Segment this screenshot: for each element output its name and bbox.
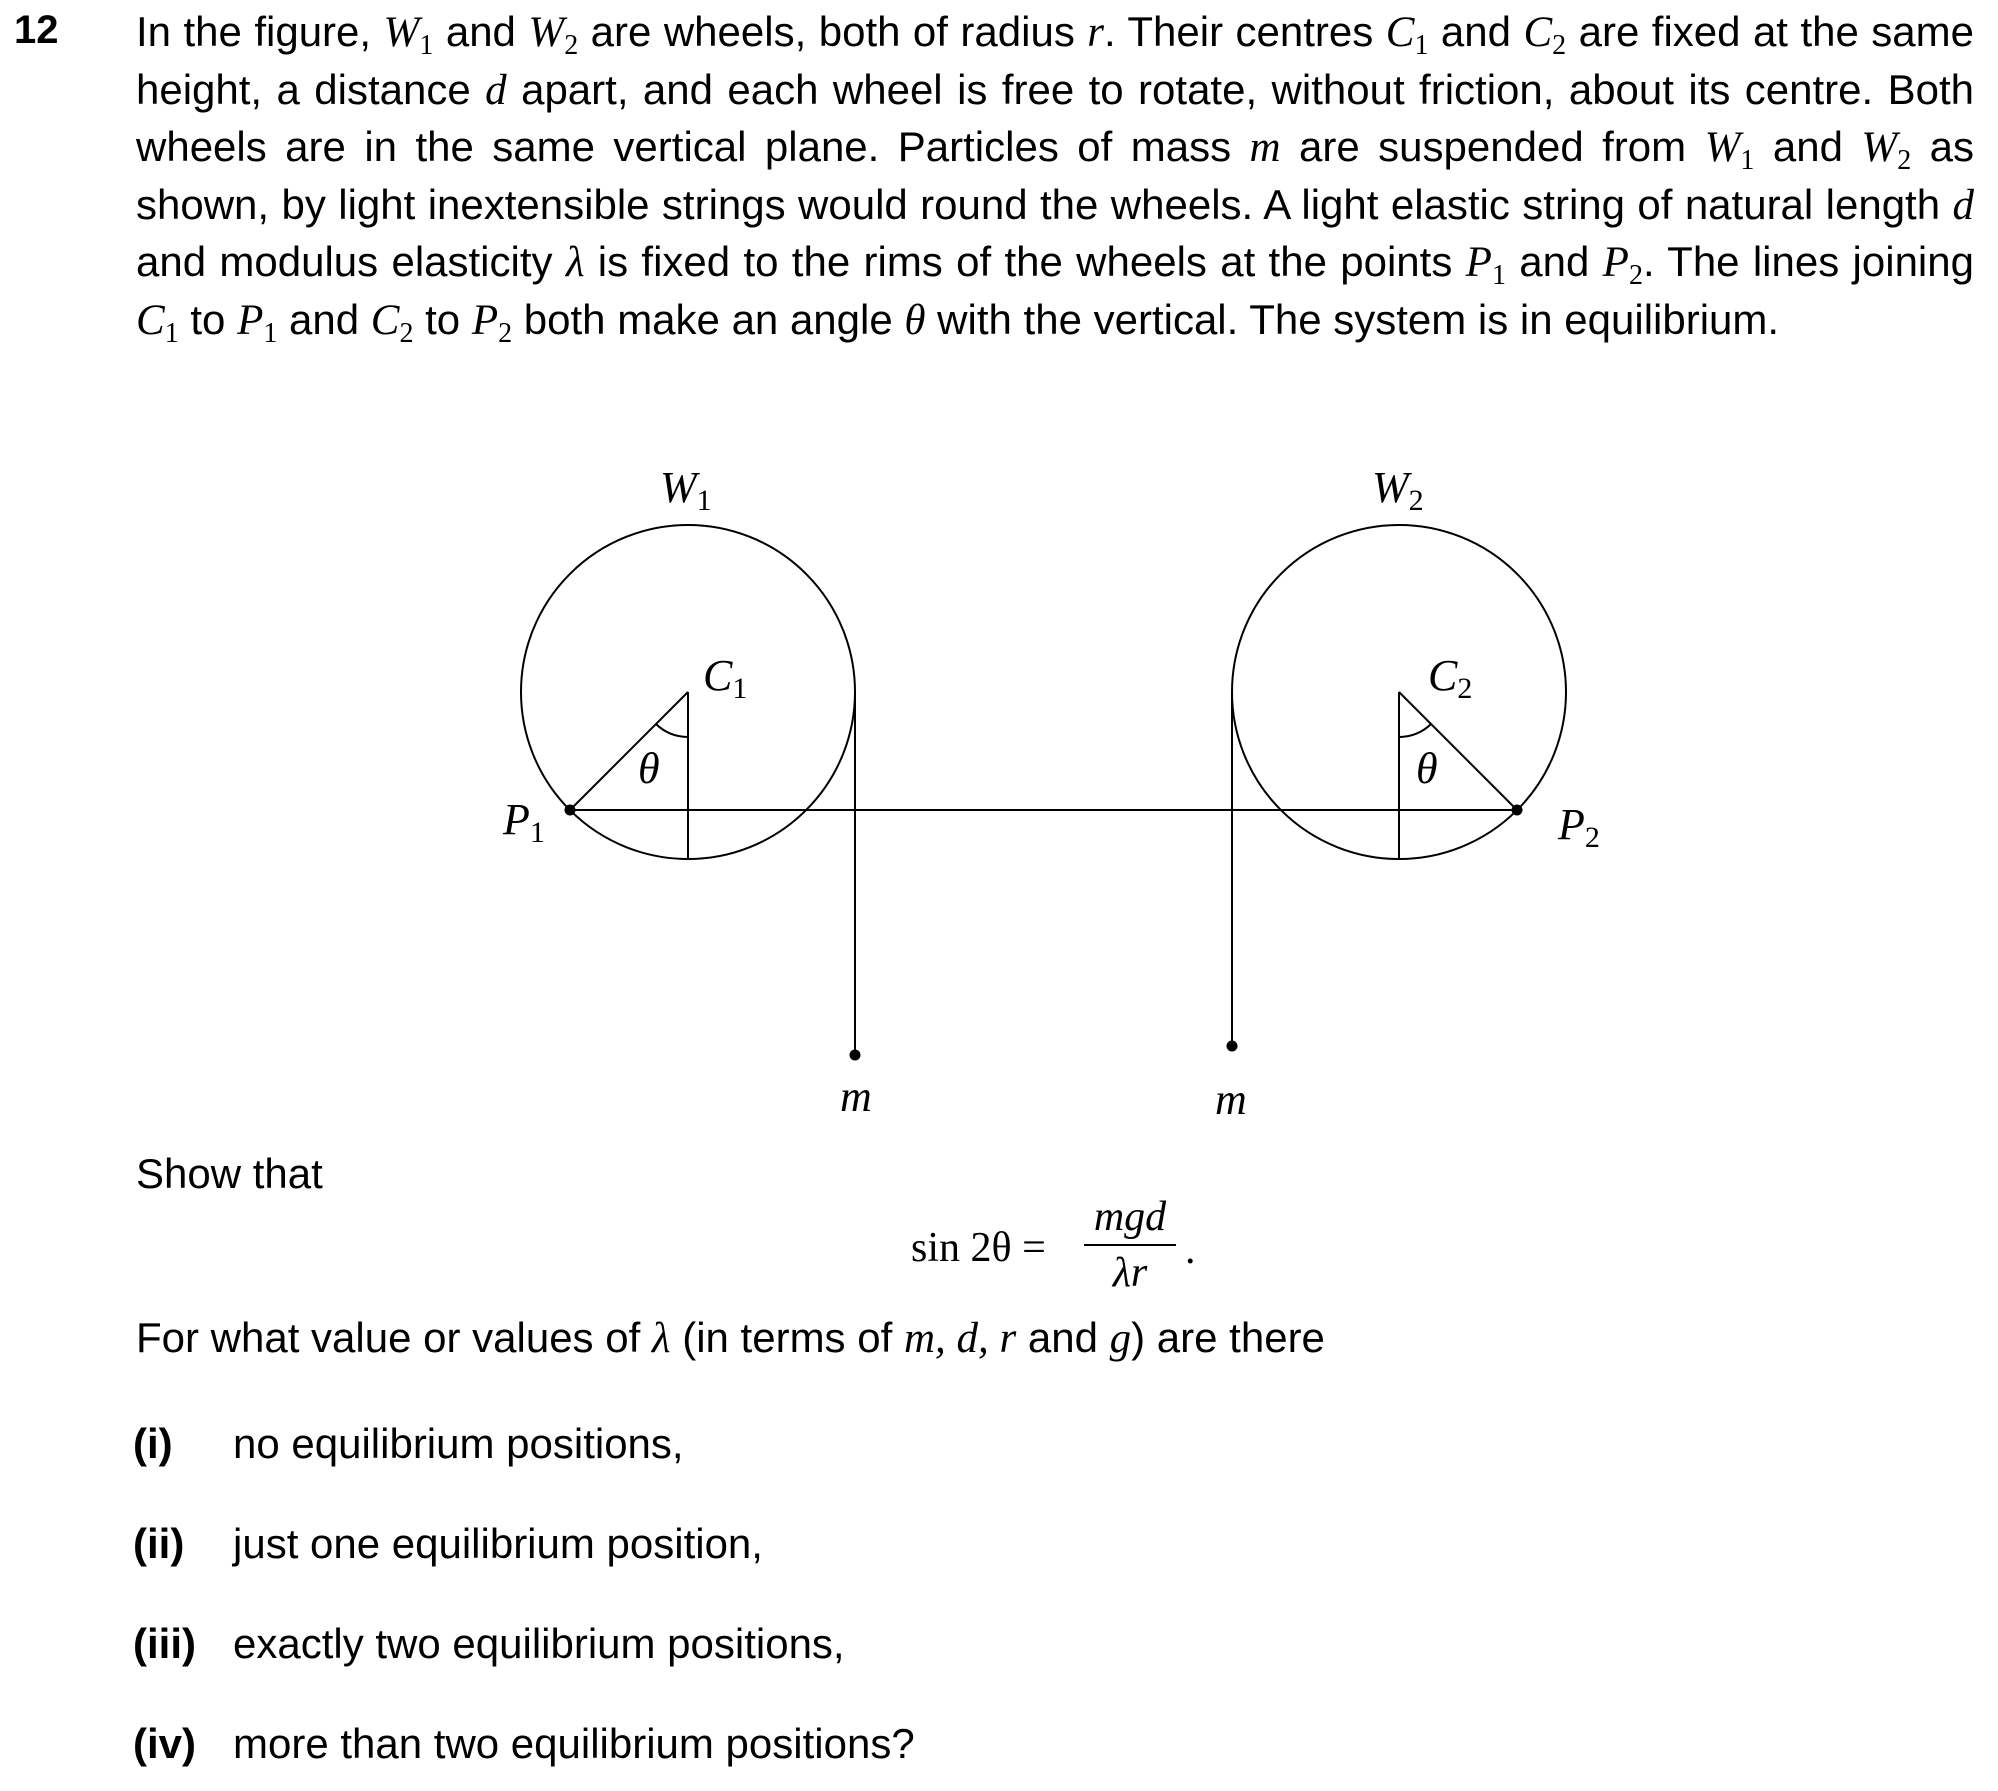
label-c1: C1 xyxy=(703,651,748,705)
formula xyxy=(905,1192,1195,1300)
part-text: more than two equilibrium positions? xyxy=(233,1720,915,1767)
label-theta-right: θ xyxy=(1416,744,1438,793)
part-label: (ii) xyxy=(133,1520,185,1567)
question-number: 12 xyxy=(14,8,59,52)
label-c2: C2 xyxy=(1428,651,1473,705)
particle-left xyxy=(850,1050,861,1061)
label-p2: P2 xyxy=(1558,800,1600,854)
fraction-bar xyxy=(1084,1244,1176,1246)
formula-denominator: λr xyxy=(1112,1250,1148,1296)
label-p1: P1 xyxy=(503,795,545,849)
part-ii xyxy=(133,1520,763,1568)
part-text: exactly two equilibrium positions, xyxy=(233,1620,845,1667)
label-mass-right: m xyxy=(1215,1075,1247,1124)
part-iii xyxy=(133,1620,845,1668)
point-p1 xyxy=(565,805,576,816)
formula-fraction xyxy=(1080,1192,1180,1298)
part-iv xyxy=(133,1720,915,1768)
angle-arc-right xyxy=(1399,724,1431,737)
part-label: (iii) xyxy=(133,1620,196,1667)
label-w2: W2 xyxy=(1372,463,1424,517)
label-theta-left: θ xyxy=(638,744,660,793)
part-i xyxy=(133,1420,684,1468)
label-w1: W1 xyxy=(660,463,712,517)
label-mass-left: m xyxy=(840,1072,872,1121)
particle-right xyxy=(1227,1041,1238,1052)
question-intro: In the figure, $W_1$ and $W_2$ are wheels, both of radius r. Their centres $C_1$ and $C_2$ are fixed at the same height, a distance d apart, and each wheel is free to rotate, without friction, about its centre. Both wheels are in the same vertical plane. Particles of mass m are suspended from $W_1$ and $W_2$ as shown, by light inextensible strings would round the wheels. A light elastic string of natural length d and modulus elasticity λ is fixed to the rims of the wheels at the points $P_1$ and $P_2$. The lines joining $C_1$ to $P_1$ and $C_2$ to $P_2$ both make an angle θ with the vertical. The system is in equilibrium. xyxy=(136,8,1975,349)
formula-lhs: sin 2θ = xyxy=(911,1225,1046,1271)
angle-arc-left xyxy=(656,724,688,737)
part-text: just one equilibrium position, xyxy=(233,1520,763,1567)
part-label: (i) xyxy=(133,1420,173,1467)
show-that-text: Show that xyxy=(136,1150,323,1197)
part-label: (iv) xyxy=(133,1720,196,1767)
point-p2 xyxy=(1512,805,1523,816)
radius-c1-p1 xyxy=(570,692,688,810)
question-text: For what value or values of λ (in terms of m, d, r and g) are there xyxy=(136,1314,1325,1362)
part-text: no equilibrium positions, xyxy=(233,1420,684,1467)
formula-end: . xyxy=(1185,1227,1196,1273)
formula-numerator: mgd xyxy=(1093,1194,1167,1240)
